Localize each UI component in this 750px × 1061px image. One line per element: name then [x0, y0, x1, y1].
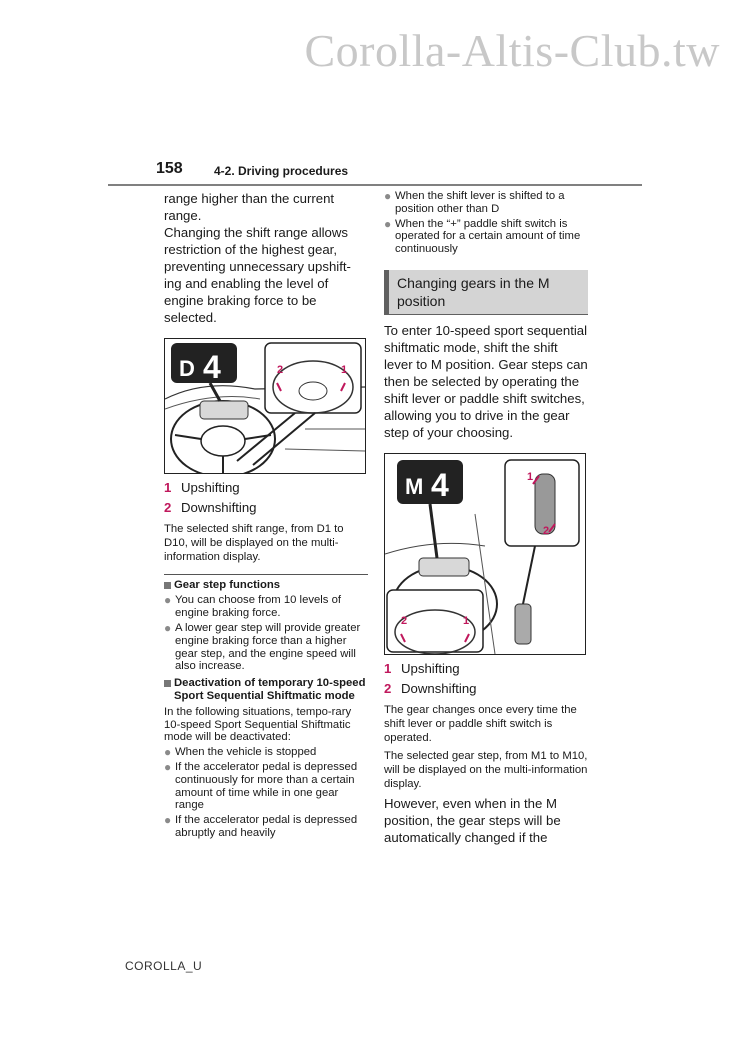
legend-number: 2: [384, 680, 392, 696]
legend-text: Downshifting: [181, 500, 257, 515]
legend-item: [164, 498, 368, 518]
display-letter: D: [179, 356, 195, 381]
display-gear: 4: [203, 349, 221, 385]
m-position-heading: Changing gears in the M position: [384, 270, 588, 314]
page-number: 158: [156, 160, 183, 177]
legend-item: [164, 478, 368, 498]
deactivation-heading: Deactivation of temporary 10-speed Sport Sequential Shiftmatic mode: [164, 677, 368, 703]
legend-text: Upshifting: [401, 660, 460, 676]
display-gear: 4: [431, 466, 449, 503]
display-letter: M: [405, 473, 424, 499]
d-range-figure: [164, 338, 366, 474]
deactivation-bullet: ● When the “+” paddle shift switch is operated for a certain amount of time continuously: [384, 216, 581, 256]
section-divider: [164, 574, 368, 575]
callout-1: 1: [527, 470, 534, 483]
section-title: 4-2. Driving procedures: [214, 164, 349, 178]
legend-number: 2: [164, 500, 172, 515]
deactivation-bullet: ● When the vehicle is stopped: [164, 745, 317, 760]
m-position-body-2: However, even when in the M position, the gear steps will be automatically changed if the: [384, 796, 561, 846]
right-column: [384, 190, 588, 846]
range-note: The selected shift range, from D1 to D10, will be displayed on the multi-information display.: [164, 523, 344, 564]
left-column: [164, 190, 368, 842]
bullet-icon: ●: [164, 813, 172, 828]
legend-text: Upshifting: [181, 480, 240, 495]
gear-step-bullet: ● You can choose from 10 levels of engine braking force.: [164, 593, 341, 620]
bullet-icon: ●: [164, 593, 172, 608]
intro-text-2: Changing the shift range allows restriction of the highest gear, preventing unnecessary upshift-ing and enabling the level of engine braking force to be selected.: [164, 225, 351, 325]
m-position-body: To enter 10-speed sport sequential shiftmatic mode, shift the shift lever to M position. Gear steps can then be selected by operating the shift lever or paddle shift switches, allowing you to drive in the gear step of your choosing.: [384, 322, 588, 440]
bullet-icon: ●: [164, 759, 172, 774]
legend-item: [384, 659, 588, 679]
callout-2: 2: [277, 364, 284, 376]
legend-text: Downshifting: [401, 680, 477, 696]
gear-step-note: The selected gear step, from M1 to M10, will be displayed on the multi-information display.: [384, 749, 588, 790]
watermark: Corolla-Altis-Club.tw: [304, 25, 720, 76]
gear-step-heading: Gear step functions: [164, 579, 368, 592]
legend-number: 1: [384, 660, 392, 676]
bullet-icon: ●: [384, 216, 392, 231]
shift-lever-illustration: [385, 454, 585, 654]
steering-illustration: [165, 339, 365, 473]
deactivation-intro: In the following situations, tempo-rary 10-speed Sport Sequential Shiftmatic mode will be deactivated:: [164, 705, 352, 744]
intro-text: range higher than the current range.: [164, 191, 335, 223]
deactivation-bullet: ● When the shift lever is shifted to a position other than D: [384, 189, 565, 215]
gear-change-note: The gear changes once every time the shift lever or paddle shift switch is operated.: [384, 703, 577, 745]
right-legend: [384, 659, 588, 699]
bullet-icon: ●: [384, 189, 392, 203]
m-position-figure: [384, 453, 586, 655]
page-header: [108, 162, 642, 186]
legend-number: 1: [164, 480, 172, 495]
callout-2: 2: [401, 614, 408, 627]
callout-2: 2: [543, 524, 550, 537]
callout-1: 1: [463, 614, 470, 627]
deactivation-bullet: ● If the accelerator pedal is depressed continuously for more than a certain amount of time while in one gear range: [164, 759, 358, 812]
footer-code: COROLLA_U: [125, 959, 203, 973]
gear-step-bullet: ● A lower gear step will provide greater engine braking force than a higher gear step, and the engine speed will also increase.: [164, 621, 361, 673]
bullet-icon: ●: [164, 745, 172, 760]
callout-1: 1: [341, 364, 348, 376]
legend-item: [384, 679, 588, 699]
deactivation-bullet: ● If the accelerator pedal is depressed abruptly and heavily: [164, 813, 358, 839]
bullet-icon: ●: [164, 621, 172, 635]
m-position-heading-box: [384, 270, 588, 315]
left-legend: [164, 478, 368, 518]
